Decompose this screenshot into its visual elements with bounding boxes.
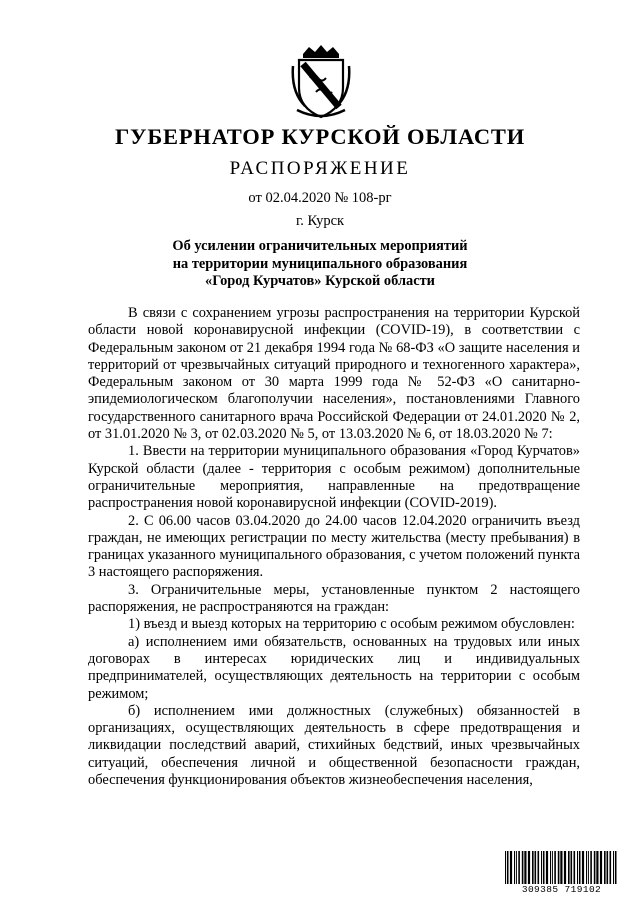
barcode-bar (524, 851, 526, 884)
barcode-bar (558, 851, 560, 884)
paragraph-preamble: В связи с сохранением угрозы распространения на территории Курской области новой коронавирусной инфекции (COVID-19), в соответствии с Федеральным законом от 21 декабря 1994 года № 68-ФЗ «О защите населения и территорий от чрезвычайных ситуаций природного и техногенного характера», Федеральным законом от 30 марта 1999 года № 52-ФЗ «О санитарно-эпидемиологическом благополучии населения», постановлениями Главного государственного санитарного врача Российской Федерации от 24.01.2020 № 2, от 31.01.2020 № 3, от 02.03.2020 № 5, от 13.03.2020 № 6, от 18.03.2020 № 7: (88, 305, 580, 443)
barcode (503, 851, 620, 896)
kursk-coat-of-arms-icon (291, 44, 351, 120)
barcode-bar (550, 851, 551, 884)
paragraph-subitem-b: б) исполнением ими должностных (служебных) обязанностей в организациях, осуществляющих деятельность в сфере предотвращения и ликвидации последствий аварий, стихийных бедствий, иных чрезвычайных ситуаций, обеспечения личной и общественной безопасности граждан, обеспечения функционирования объектов жизнеобеспечения населения, (88, 702, 580, 789)
document-date-number: от 02.04.2020 № 108-рг (248, 190, 392, 206)
barcode-bar (522, 851, 524, 884)
paragraph-item-3: 3. Ограничительные меры, установленные пунктом 2 настоящего распоряжения, не распространяются на граждан: (88, 581, 580, 616)
barcode-bar (532, 851, 534, 884)
barcode-bar (554, 851, 556, 884)
document-city: г. Курск (295, 213, 345, 229)
barcode-bar (610, 851, 612, 884)
barcode-bar (574, 851, 576, 884)
document-body (88, 305, 580, 789)
barcode-bar (594, 851, 596, 884)
barcode-bar (514, 851, 515, 884)
barcode-bar (590, 851, 592, 884)
barcode-bar (543, 851, 545, 884)
barcode-bar (604, 851, 606, 884)
barcode-bar (577, 851, 578, 884)
barcode-bar (568, 851, 570, 884)
barcode-bar (546, 851, 548, 884)
barcode-bar (507, 851, 509, 884)
barcode-bar (510, 851, 512, 884)
barcode-bar (571, 851, 573, 884)
paragraph-subitem-a: а) исполнением ими обязательств, основанных на трудовых или иных договорах в интересах юридических лиц и индивидуальных предпринимателей, осуществляющих деятельность на территории с особым режимом; (88, 633, 580, 702)
barcode-bar (528, 851, 530, 884)
barcode-bar (613, 851, 614, 884)
issuing-authority: ГУБЕРНАТОР КУРСКОЙ ОБЛАСТИ (114, 124, 526, 149)
barcode-icon (503, 851, 620, 884)
barcode-bar (538, 851, 540, 884)
barcode-bar (552, 851, 553, 884)
paragraph-item-1: 1. Ввести на территории муниципального образования «Город Курчатов» Курской области (далее - территория с особым режимом) дополнительные ограничительные мероприятия, направленные на предотвращение распространения новой коронавирусной инфекции (COVID-2019). (88, 443, 580, 512)
barcode-bar (586, 851, 587, 884)
barcode-bar (615, 851, 617, 884)
barcode-bar (505, 851, 506, 884)
barcode-bar (607, 851, 609, 884)
barcode-bar (516, 851, 517, 884)
title-line: Об усилении ограничительных мероприятий (172, 238, 468, 254)
barcode-bar (518, 851, 520, 884)
title-line: на территории муниципального образования (172, 255, 468, 272)
paragraph-item-2: 2. С 06.00 часов 03.04.2020 до 24.00 часов 12.04.2020 ограничить въезд граждан, не имеющих регистрации по месту жительства (месту пребывания) в границах указанного муниципального образования, с учетом положений пункта 3 настоящего распоряжения. (88, 512, 580, 581)
document-title (120, 238, 520, 291)
barcode-bar (596, 851, 598, 884)
barcode-bar (564, 851, 566, 884)
barcode-bar (588, 851, 589, 884)
barcode-bar (541, 851, 542, 884)
barcode-bar (600, 851, 602, 884)
barcode-number: 309385 719102 (521, 884, 602, 895)
document-type: РАСПОРЯЖЕНИЕ (229, 158, 411, 179)
barcode-bar (579, 851, 581, 884)
barcode-bar (582, 851, 584, 884)
barcode-bar (535, 851, 537, 884)
barcode-bar (560, 851, 562, 884)
title-line: «Город Курчатов» Курской области (205, 273, 435, 289)
paragraph-subitem-1: 1) въезд и выезд которых на территорию с особым режимом обусловлен: (128, 616, 575, 633)
